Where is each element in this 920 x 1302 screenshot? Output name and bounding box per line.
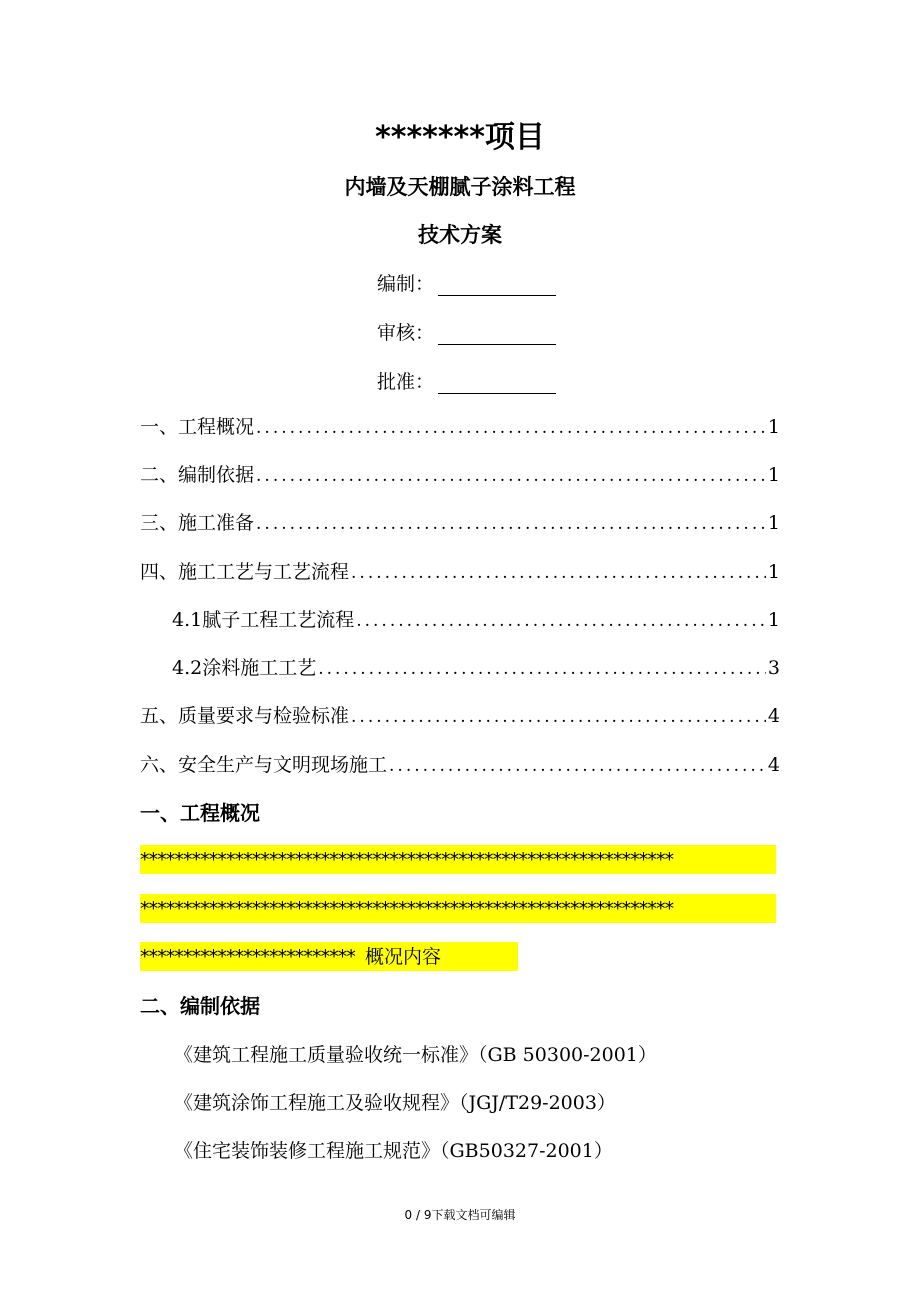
document-type: 技术方案 [418, 223, 502, 247]
reference-standard: 《住宅装饰装修工程施工规范》（GB50327-2001） [174, 1140, 613, 1162]
sign-label: 编制： [377, 273, 435, 295]
toc-entry-title: 四、施工工艺与工艺流程 [140, 561, 350, 583]
reference-standard: 《建筑工程施工质量验收统一标准》（GB 50300-2001） [174, 1044, 657, 1066]
toc-entry-page: 1 [767, 609, 780, 631]
toc-entry-page: 1 [767, 561, 780, 583]
overview-content-text: 概况内容 [365, 946, 442, 968]
page-footer: 0 / 9下载文档可编辑 [404, 1208, 516, 1222]
toc-entry-page: 4 [767, 705, 780, 727]
toc-entry-page: 3 [767, 657, 780, 679]
toc-entry-page: 1 [767, 512, 780, 534]
toc-entry-title: 4.2涂料施工工艺 [172, 657, 317, 679]
placeholder-stars: ************************************************************** [140, 898, 674, 920]
highlighted-placeholder-line [140, 894, 776, 923]
sign-label: 审核： [377, 322, 435, 344]
toc-leader-dots [256, 466, 766, 486]
toc-entry-title: 五、质量要求与检验标准 [140, 705, 350, 727]
toc-subentry[interactable] [172, 605, 780, 633]
toc-entry[interactable] [140, 460, 780, 488]
toc-leader-dots [351, 563, 766, 583]
toc-entry[interactable] [140, 508, 780, 536]
toc-entry-title: 一、工程概况 [140, 416, 255, 438]
section-heading: 二、编制依据 [140, 994, 260, 1018]
document-title: *******项目 [375, 120, 545, 155]
toc-entry[interactable] [140, 750, 780, 778]
placeholder-stars: ************************* [140, 946, 356, 968]
toc-entry-page: 4 [767, 754, 780, 776]
toc-leader-dots [256, 514, 766, 534]
sign-field-approver [377, 364, 556, 394]
toc-entry-page: 1 [767, 464, 780, 486]
sign-field-compiler [377, 266, 556, 296]
sign-field-reviewer [377, 315, 556, 345]
toc-entry[interactable] [140, 412, 780, 440]
toc-entry-title: 二、编制依据 [140, 464, 255, 486]
reference-standard: 《建筑涂饰工程施工及验收规程》（JGJ/T29-2003） [174, 1092, 616, 1114]
toc-leader-dots [318, 659, 766, 679]
toc-entry-title: 三、施工准备 [140, 512, 255, 534]
placeholder-stars: ************************************************************** [140, 849, 674, 871]
signature-blank [438, 322, 556, 345]
document-subtitle: 内墙及天棚腻子涂料工程 [344, 175, 576, 199]
toc-entry[interactable] [140, 557, 780, 585]
toc-leader-dots [356, 611, 766, 631]
signature-blank [438, 371, 556, 394]
toc-subentry[interactable] [172, 653, 780, 681]
toc-leader-dots [256, 418, 766, 438]
toc-entry-page: 1 [767, 416, 780, 438]
toc-leader-dots [351, 707, 766, 727]
highlighted-placeholder-line [140, 942, 518, 971]
sign-label: 批准： [377, 371, 435, 393]
toc-entry-title: 4.1腻子工程工艺流程 [172, 609, 355, 631]
highlighted-placeholder-line [140, 845, 776, 874]
toc-leader-dots [389, 756, 766, 776]
toc-entry-title: 六、安全生产与文明现场施工 [140, 754, 388, 776]
section-heading: 一、工程概况 [140, 801, 260, 825]
signature-blank [438, 273, 556, 296]
toc-entry[interactable] [140, 701, 780, 729]
